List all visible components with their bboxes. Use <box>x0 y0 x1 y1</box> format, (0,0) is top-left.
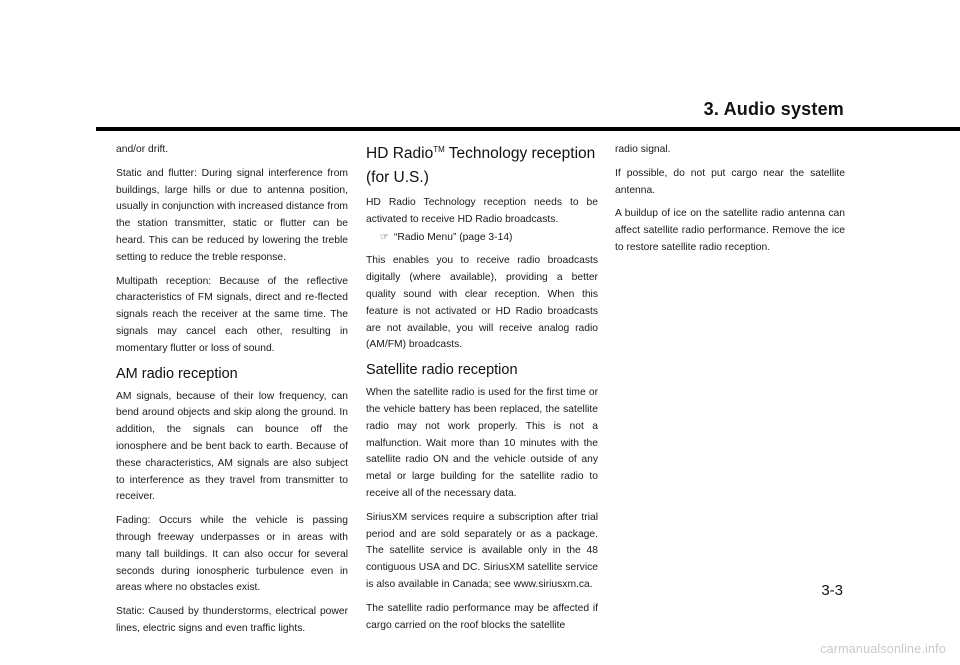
paragraph: Static: Caused by thunderstorms, electrical power lines, electric signs and even traffic lights. <box>116 606 348 634</box>
column-1 <box>116 142 348 645</box>
paragraph: AM signals, because of their low frequency, can bend around objects and skip along the ground. In addition, the signals can bounce off the ionosphere and be bent back to earth. Because of these characteristics, AM signals are also subject to interference as they travel from transmitter to receiver. <box>116 390 348 503</box>
paragraph: Fading: Occurs while the vehicle is passing through freeway underpasses or in areas with many tall buildings. It can also occur for several seconds during ionospheric turbulence even in areas where no obstacles exist. <box>116 515 348 594</box>
paragraph: This enables you to receive radio broadcasts digitally (where available), providing a better quality sound with clear reception. When this feature is not activated or HD Radio broadcasts are not available, you will receive analog radio (AM/FM) broadcasts. <box>366 255 598 351</box>
hd-heading-text-rest: Technology reception (for U.S.) <box>366 145 596 186</box>
watermark: carmanualsonline.info <box>820 642 946 656</box>
reference-text[interactable]: “Radio Menu” (page 3-14) <box>394 231 513 243</box>
am-radio-heading: AM radio reception <box>116 365 238 382</box>
paragraph: When the satellite radio is used for the first time or the vehicle battery has been replaced, the satellite radio may not work properly. This is not a malfunction. Wait more than 10 minutes with the satellite radio ON and the vehicle outside of any metal or large building for the satellite radio to receive all of the necessary data. <box>366 387 598 499</box>
page-reference[interactable] <box>366 230 598 247</box>
paragraph: A buildup of ice on the satellite radio antenna can affect satellite radio performance. Remove the ice to restore satellite radio reception. <box>615 208 845 253</box>
hd-heading-text: HD Radio <box>366 145 434 162</box>
header-rule <box>96 127 960 131</box>
hd-radio-heading <box>366 142 598 190</box>
reference-arrow-icon: ☞ <box>380 231 389 243</box>
paragraph: radio signal. <box>615 144 671 155</box>
trademark-superscript: TM <box>433 145 445 154</box>
paragraph: SiriusXM services require a subscription after trial period and are sold separately or as a package. The satellite service is available only in the 48 contiguous USA and DC. SiriusXM satellite service is also available in Canada; see www.siriusxm.ca. <box>366 511 598 590</box>
section-title: 3. Audio system <box>703 99 844 119</box>
paragraph: The satellite radio performance may be affected if cargo carried on the roof blocks the satellite <box>366 602 598 631</box>
page-number: 3-3 <box>821 582 843 599</box>
satellite-radio-heading: Satellite radio reception <box>366 362 518 379</box>
paragraph: Multipath reception: Because of the reflective characteristics of FM signals, direct and re-flected signals reach the receiver at the same time. The signals may cancel each other, resulting in momentary flutter or loss of sound. <box>116 275 348 354</box>
column-2 <box>366 142 598 641</box>
paragraph: Static and flutter: During signal interference from buildings, large hills or due to antenna position, usually in conjunction with increased distance from the station transmitter, static or flutter can be heard. This can be reduced by lowering the treble setting to reduce the treble response. <box>116 167 348 263</box>
column-3 <box>615 142 845 264</box>
paragraph: If possible, do not put cargo near the satellite antenna. <box>615 167 845 196</box>
paragraph: and/or drift. <box>116 144 169 155</box>
paragraph: HD Radio Technology reception needs to be activated to receive HD Radio broadcasts. <box>366 197 598 225</box>
